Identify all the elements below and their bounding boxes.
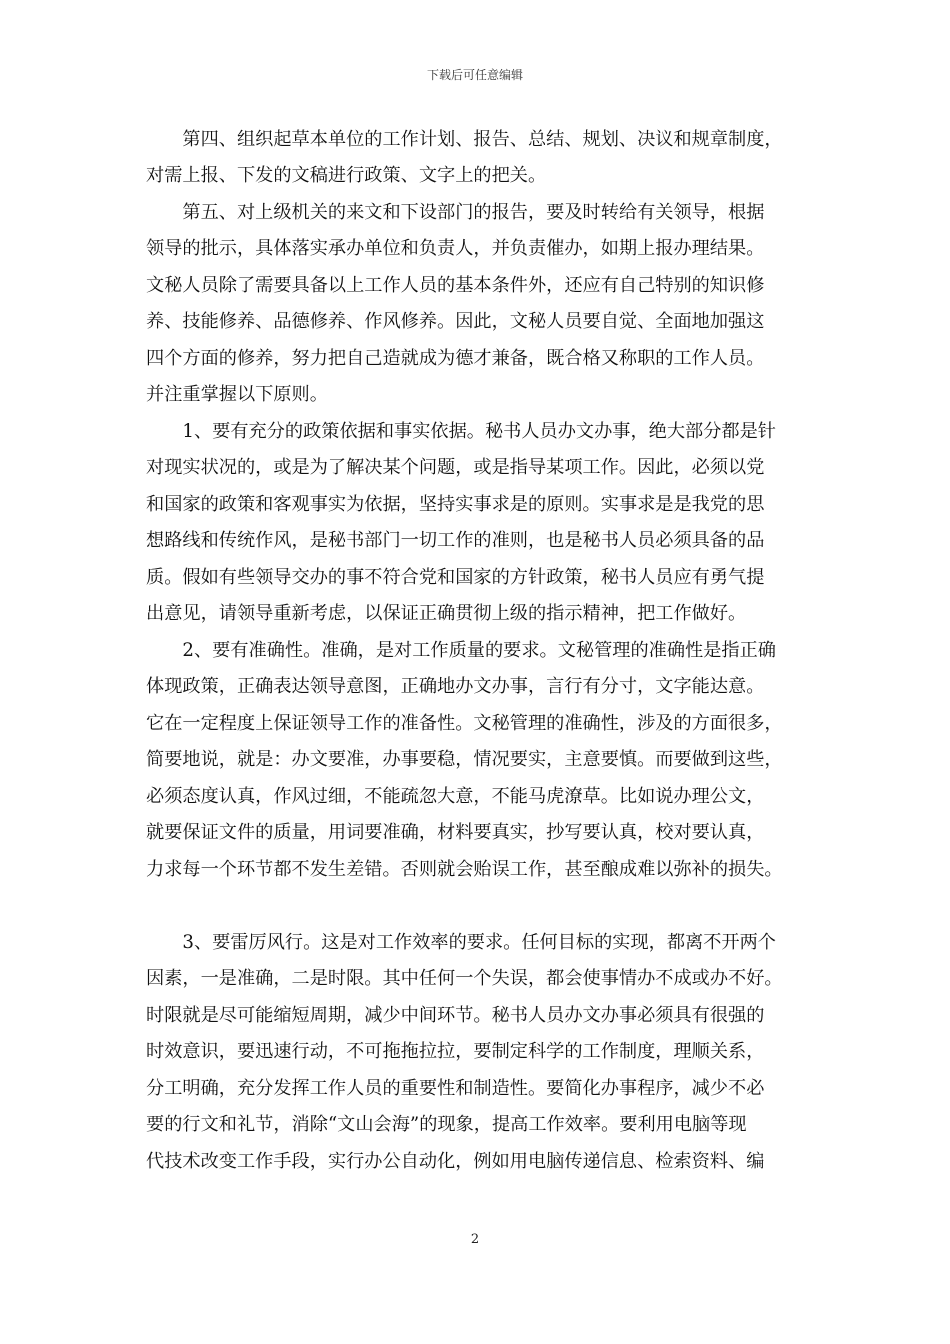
text-line: 领导的批示，具体落实承办单位和负责人，并负责催办，如期上报办理结果。 (146, 238, 765, 259)
text-line: 1、要有充分的政策依据和事实依据。秘书人员办文办事，绝大部分都是针 (146, 421, 776, 442)
text-line: 3、要雷厉风行。这是对工作效率的要求。任何目标的实现，都离不开两个 (146, 932, 776, 953)
text-line: 对需上报、下发的文稿进行政策、文字上的把关。 (146, 165, 547, 186)
text-line: 想路线和传统作风，是秘书部门一切工作的准则，也是秘书人员必须具备的品 (146, 530, 765, 551)
text-line: 出意见，请领导重新考虑，以保证正确贯彻上级的指示精神，把工作做好。 (146, 603, 747, 624)
text-line: 分工明确，充分发挥工作人员的重要性和制造性。要简化办事程序，减少不必 (146, 1078, 765, 1099)
text-line: 就要保证文件的质量，用词要准确，材料要真实，抄写要认真，校对要认真， (146, 822, 765, 843)
text-line: 和国家的政策和客观事实为依据，坚持实事求是的原则。实事求是是我党的思 (146, 494, 765, 515)
text-line: 养、技能修养、品德修养、作风修养。因此，文秘人员要自觉、全面地加强这 (146, 311, 765, 332)
text-line: 对现实状况的，或是为了解决某个问题，或是指导某项工作。因此，必须以党 (146, 457, 765, 478)
text-line: 要的行文和礼节，消除“文山会海”的现象，提高工作效率。要利用电脑等现 (146, 1114, 747, 1135)
text-line: 代技术改变工作手段，实行办公自动化，例如用电脑传递信息、检索资料、编 (146, 1151, 765, 1172)
page-number: 2 (470, 1232, 480, 1247)
text-line: 文秘人员除了需要具备以上工作人员的基本条件外，还应有自己特别的知识修 (146, 275, 765, 296)
text-line: 力求每一个环节都不发生差错。否则就会贻误工作，甚至酿成难以弥补的损失。 (146, 859, 783, 880)
text-line: 并注重掌握以下原则。 (146, 384, 328, 405)
text-line: 时限就是尽可能缩短周期，减少中间环节。秘书人员办文办事必须具有很强的 (146, 1005, 765, 1026)
text-line: 体现政策，正确表达领导意图，正确地办文办事，言行有分寸，文字能达意。 (146, 676, 765, 697)
text-line: 四个方面的修养，努力把自己造就成为德才兼备，既合格又称职的工作人员。 (146, 348, 765, 369)
text-line: 第五、对上级机关的来文和下设部门的报告，要及时转给有关领导，根据 (146, 202, 765, 223)
text-line: 简要地说，就是：办文要准，办事要稳，情况要实，主意要慎。而要做到这些， (146, 749, 783, 770)
text-line: 质。假如有些领导交办的事不符合党和国家的方针政策，秘书人员应有勇气提 (146, 567, 765, 588)
text-line: 必须态度认真，作风过细，不能疏忽大意，不能马虎潦草。比如说办理公文， (146, 786, 765, 807)
text-line: 第四、组织起草本单位的工作计划、报告、总结、规划、决议和规章制度， (146, 129, 783, 150)
page-header: 下载后可任意编辑 (426, 68, 523, 82)
text-line: 2、要有准确性。准确，是对工作质量的要求。文秘管理的准确性是指正确 (146, 640, 776, 661)
text-line: 时效意识，要迅速行动，不可拖拖拉拉，要制定科学的工作制度，理顺关系， (146, 1041, 765, 1062)
text-line: 它在一定程度上保证领导工作的准备性。文秘管理的准确性，涉及的方面很多， (146, 713, 783, 734)
text-line: 因素，一是准确，二是时限。其中任何一个失误，都会使事情办不成或办不好。 (146, 968, 783, 989)
